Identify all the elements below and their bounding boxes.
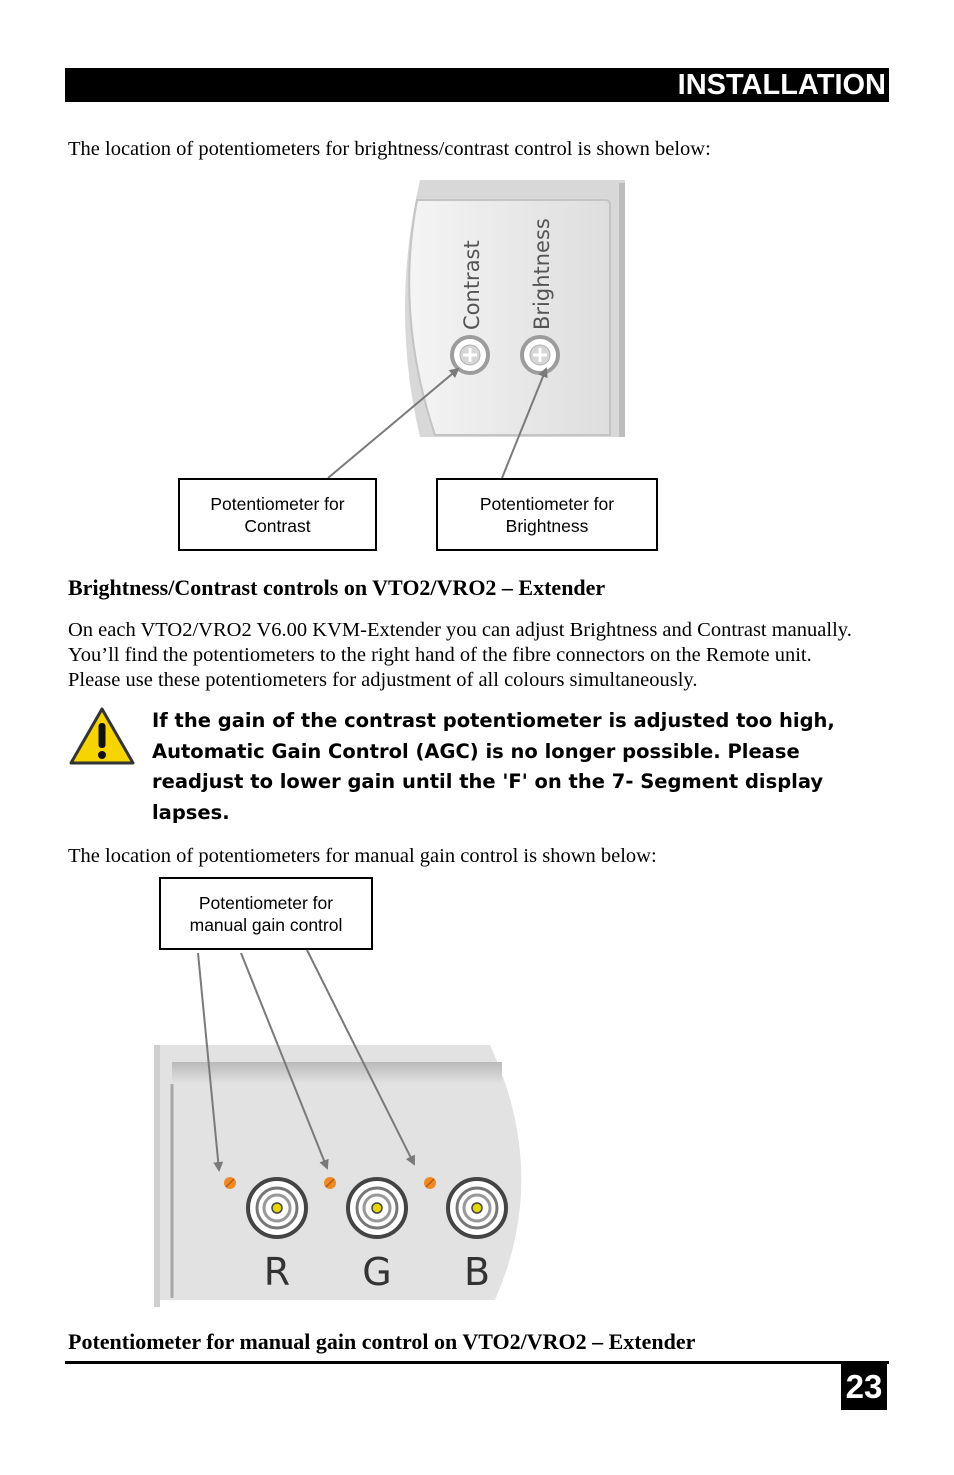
- connector-label-b: B: [463, 1250, 491, 1294]
- footer-rule: [65, 1361, 889, 1364]
- section2-heading: Potentiometer for manual gain control on VTO2/VRO2 – Extender: [68, 1329, 696, 1354]
- section-header: INSTALLATION: [65, 68, 889, 102]
- callout-manual-gain: Potentiometer for manual gain control: [159, 877, 373, 950]
- connector-label-g: G: [362, 1250, 392, 1294]
- section1-heading: Brightness/Contrast controls on VTO2/VRO2 – Extender: [68, 575, 606, 600]
- callout-brightness: Potentiometer for Brightness: [436, 478, 658, 551]
- warning-text: If the gain of the contrast potentiometer is adjusted too high, Automatic Gain Control (AGC) is no longer possible. Please readjust to lower gain until the 'F' on the 7- Segment display lapses.: [152, 709, 835, 824]
- intro-brightness-text: The location of potentiometers for brightness/contrast control is shown below:: [68, 138, 711, 160]
- panel-label-brightness: Brightness: [530, 218, 554, 330]
- connector-label-r: R: [263, 1250, 291, 1294]
- callout-contrast: Potentiometer for Contrast: [178, 478, 377, 551]
- section1-body: On each VTO2/VRO2 V6.00 KVM-Extender you can adjust Brightness and Contrast manually. You’ll find the potentiometers to the right hand of the fibre connectors on the Remote unit. Please use these potentiometers for adjustment of all colours simultaneously.: [68, 619, 852, 691]
- page-number: 23: [841, 1364, 887, 1410]
- panel-label-contrast: Contrast: [460, 240, 484, 330]
- intro-gain-text: The location of potentiometers for manual gain control is shown below:: [68, 845, 657, 867]
